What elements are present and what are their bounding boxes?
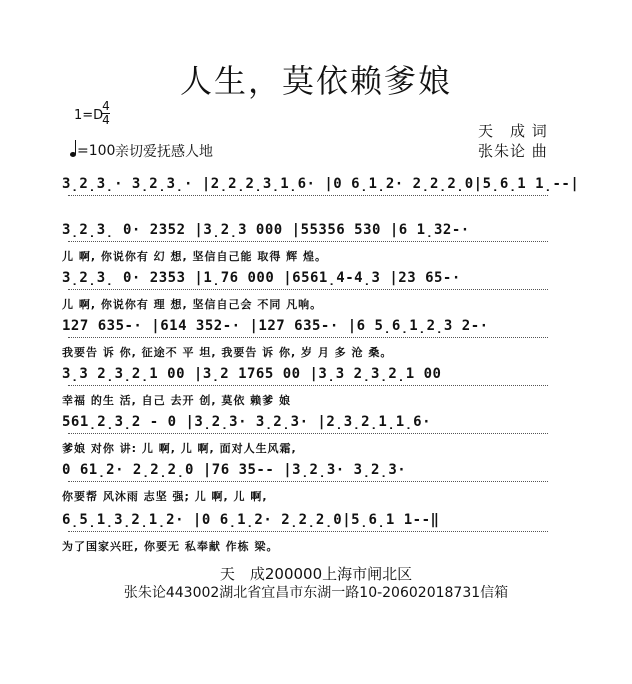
staff-7 — [62, 462, 562, 502]
lyricist-credit: 天 成 词 — [478, 122, 548, 140]
staff-6 — [62, 414, 562, 454]
staff-2 — [62, 222, 562, 262]
staff-notes: 3̣3 2̣3̣2̣1 00 |3̣2 1765 00 |3̣3 2̣3̣2̣1 00 — [62, 366, 442, 382]
time-signature — [102, 101, 110, 126]
staff-lyrics: 爹娘 对你 讲: 儿 啊, 儿 啊, 面对人生风霜, — [62, 442, 297, 455]
staff-underline — [68, 195, 548, 196]
time-signature-top: 4 — [102, 99, 110, 113]
staff-notes: 561̣2̣3̣2 - 0 |3̣2̣3· 3̣2̣3· |2̣3̣2̣1̣1̣6· — [62, 414, 432, 430]
staff-underline — [68, 433, 548, 434]
staff-notes: 3̣2̣3̣· 3̣2̣3̣· |2̣2̣2̣3̣1̣6· |0 6̣1̣2· 2̣2̣2̣0|5̣6̣1 1̣--| — [62, 176, 580, 192]
staff-5 — [62, 366, 562, 406]
staff-1 — [62, 176, 580, 216]
staff-lyrics: 为了国家兴旺, 你要无 私奉献 作栋 梁。 — [62, 540, 279, 553]
staff-underline — [68, 385, 548, 386]
composer-address: 张朱论443002湖北省宜昌市东湖一路10-20602018731信箱 — [123, 585, 509, 601]
staff-notes: 3̣2̣3̣ 0· 2353 |1̣76 000 |6561̣4-4̣3 |23 65-· — [62, 270, 461, 286]
quarter-note-icon — [70, 140, 77, 158]
composer-credit: 张朱论 曲 — [478, 142, 548, 160]
tempo-marking — [70, 140, 115, 159]
staff-notes: 127 635-· |614 352-· |127 635-· |6 5̣6̣1̣2̣3 2-· — [62, 318, 489, 334]
staff-lyrics: 你要帮 风沐雨 志坚 强; 儿 啊, 儿 啊, — [62, 490, 268, 503]
staff-4 — [62, 318, 562, 358]
staff-underline — [68, 289, 548, 290]
staff-lyrics: 幸福 的生 活, 自己 去开 创, 莫依 赖爹 娘 — [62, 394, 291, 407]
lyricist-address: 天 成200000上海市闸北区 — [219, 565, 413, 583]
staff-lyrics: 儿 啊, 你说你有 幻 想, 坚信自己能 取得 辉 煌。 — [62, 250, 327, 263]
staff-notes: 6̣5̣1̣3̣2̣1̣2· |0 6̣1̣2· 2̣2̣2̣0|5̣6̣1 1--‖ — [62, 512, 440, 528]
staff-notes: 3̣2̣3̣ 0· 2352 |3̣2̣3 000 |55356 530 |6 1̣32-· — [62, 222, 470, 238]
song-title: 人生，莫依赖爹娘 — [179, 62, 452, 100]
expression-marking: 亲切爱抚感人地 — [115, 144, 213, 160]
staff-notes: 0 61̣2· 2̣2̣2̣0 |76 35-- |3̣2̣3· 3̣2̣3· — [62, 462, 407, 478]
staff-lyrics: 儿 啊, 你说你有 理 想, 坚信自己会 不同 凡响。 — [62, 298, 323, 311]
tempo-value: =100 — [77, 143, 116, 159]
staff-underline — [68, 531, 548, 532]
staff-lyrics: 我要告 诉 你, 征途不 平 坦, 我要告 诉 你, 岁 月 多 沧 桑。 — [62, 346, 393, 359]
key-signature: 1=D — [74, 108, 104, 123]
time-signature-bottom: 4 — [102, 113, 110, 127]
staff-underline — [68, 241, 548, 242]
staff-3 — [62, 270, 562, 310]
staff-underline — [68, 481, 548, 482]
staff-8 — [62, 512, 562, 552]
staff-underline — [68, 337, 548, 338]
